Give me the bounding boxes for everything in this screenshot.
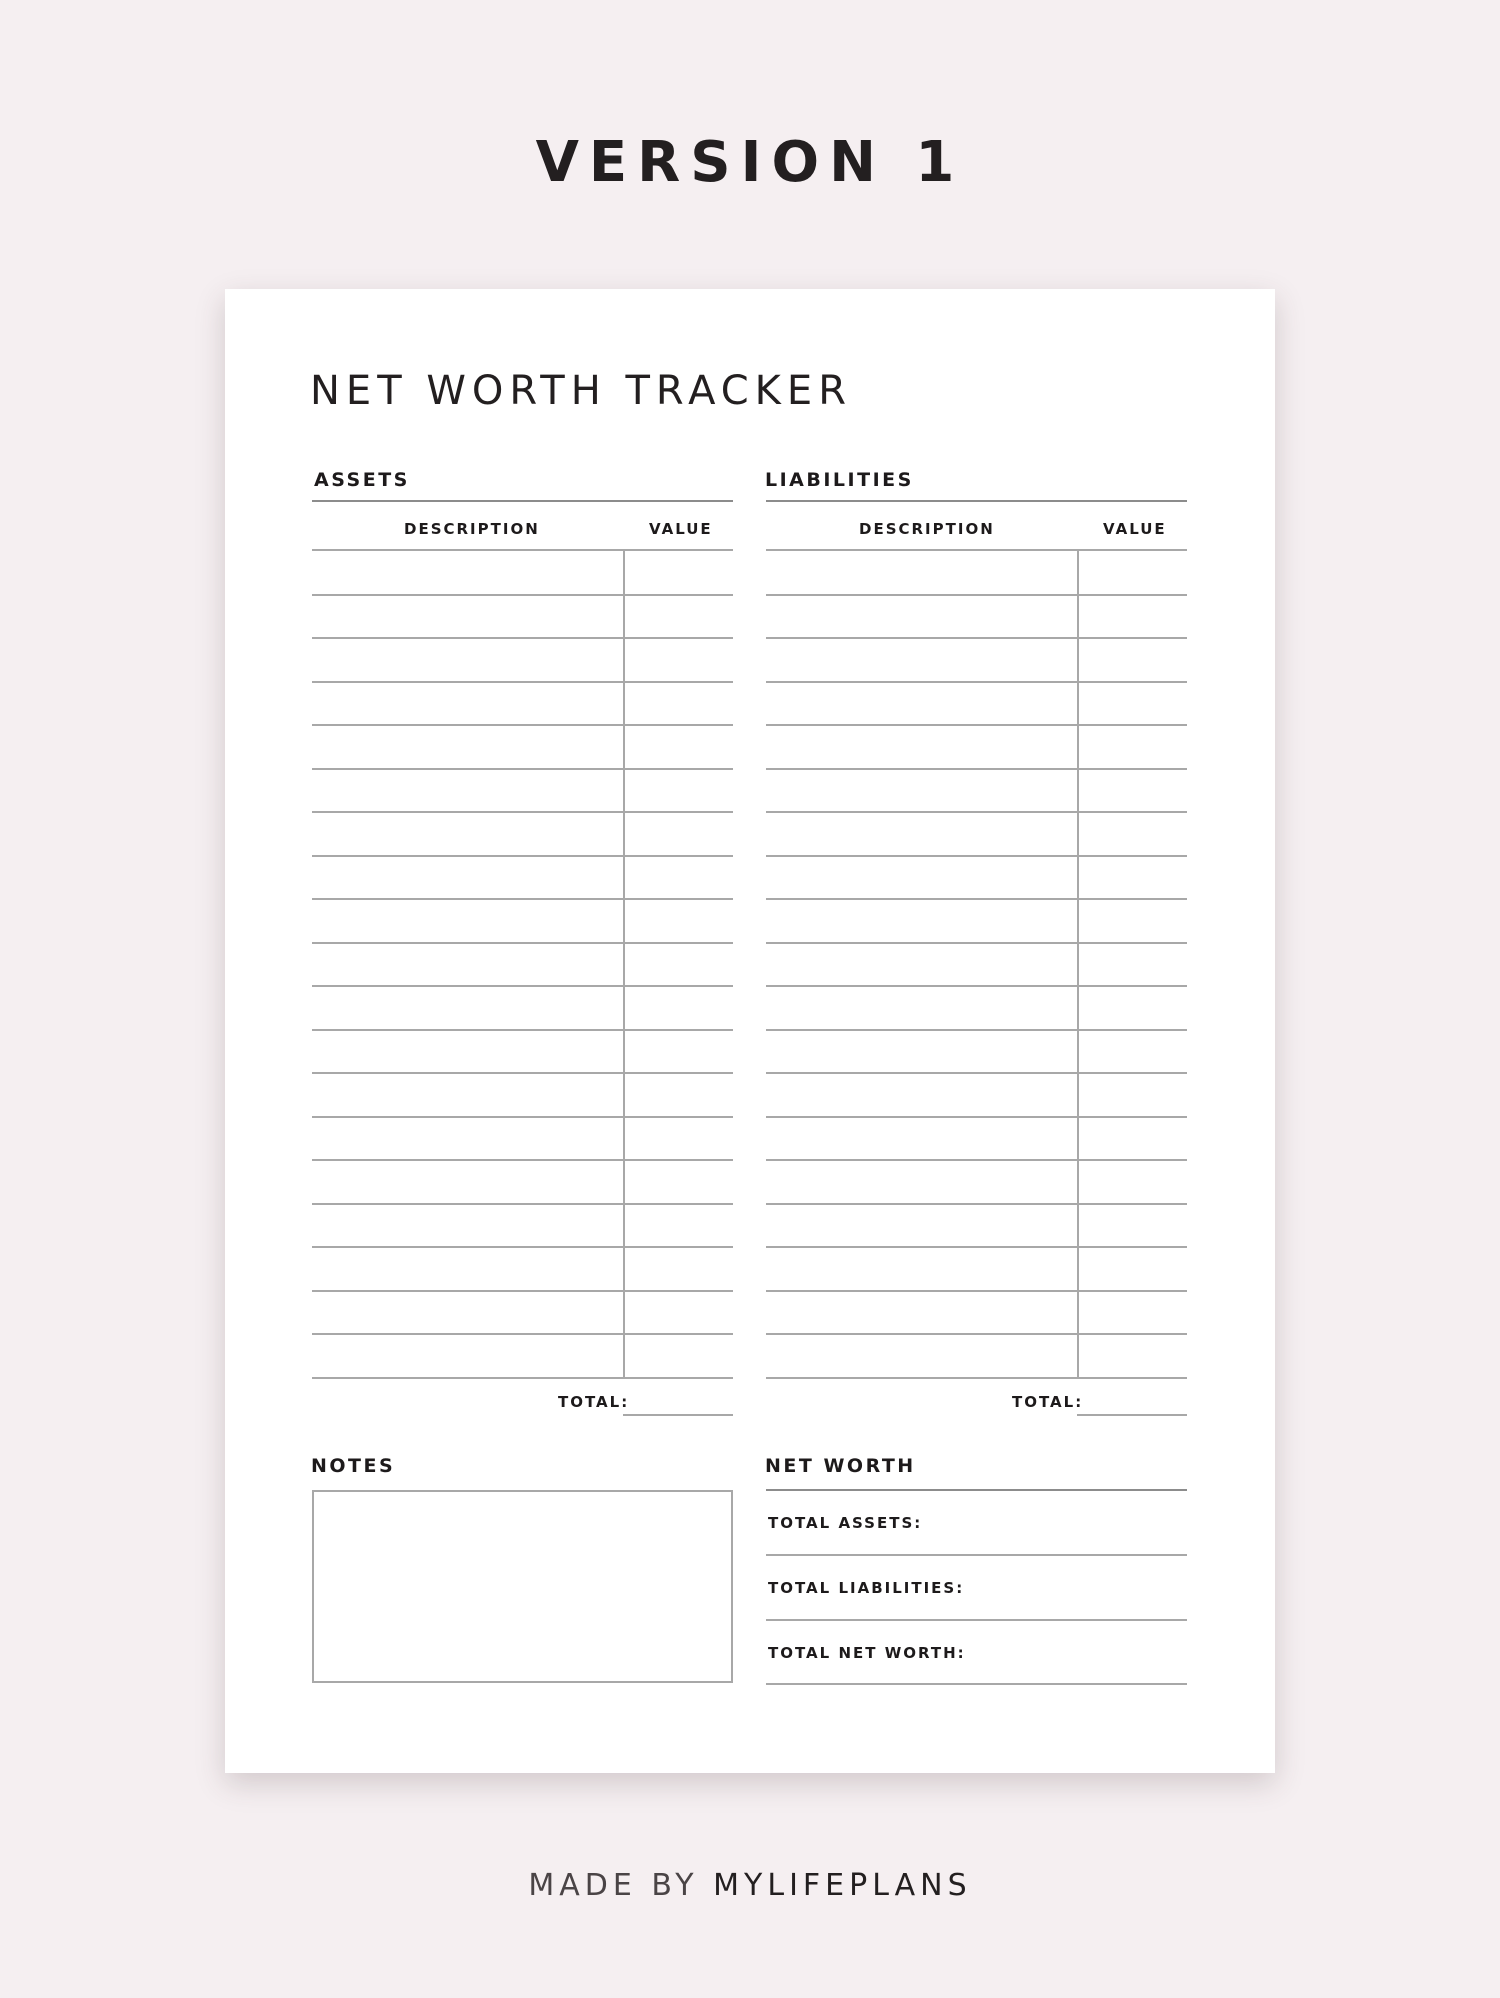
liabilities-section: [765, 468, 1187, 1411]
liability-row[interactable]: [766, 1116, 1187, 1158]
asset-row[interactable]: [312, 1246, 733, 1288]
total-net-worth-field[interactable]: [766, 1683, 1187, 1685]
asset-row[interactable]: [312, 1203, 733, 1245]
asset-row[interactable]: [312, 637, 733, 679]
net-worth-section: [766, 1454, 1187, 1684]
asset-row[interactable]: [312, 855, 733, 897]
total-net-worth-label: TOTAL NET WORTH:: [768, 1644, 966, 1662]
liability-row[interactable]: [766, 1290, 1187, 1332]
footer-credit: [0, 1868, 1500, 1904]
assets-description-header: DESCRIPTION: [404, 520, 540, 538]
asset-row-rule: [312, 1377, 733, 1379]
asset-row[interactable]: [312, 1029, 733, 1071]
liability-row-rule: [766, 1377, 1187, 1379]
footer-prefix: MADE BY: [528, 1868, 699, 1903]
assets-total-field[interactable]: [623, 1384, 733, 1416]
liabilities-top-rule: [766, 500, 1187, 502]
notes-heading: NOTES: [311, 1455, 396, 1477]
liabilities-description-header: DESCRIPTION: [859, 520, 995, 538]
assets-heading: ASSETS: [314, 469, 410, 491]
assets-total-label: TOTAL:: [558, 1393, 630, 1411]
liability-row[interactable]: [766, 811, 1187, 853]
liability-row[interactable]: [766, 1246, 1187, 1288]
asset-row[interactable]: [312, 1333, 733, 1375]
liability-row[interactable]: [766, 1203, 1187, 1245]
asset-row[interactable]: [312, 1072, 733, 1114]
liability-row[interactable]: [766, 985, 1187, 1027]
total-liabilities-field[interactable]: [766, 1619, 1187, 1621]
asset-row[interactable]: [312, 550, 733, 592]
liability-row[interactable]: [766, 1333, 1187, 1375]
document-title: NET WORTH TRACKER: [310, 368, 852, 414]
assets-section: [312, 468, 733, 1411]
liability-row[interactable]: [766, 768, 1187, 810]
liability-row[interactable]: [766, 724, 1187, 766]
version-title: VERSION 1: [535, 130, 965, 195]
asset-row[interactable]: [312, 681, 733, 723]
asset-row[interactable]: [312, 1116, 733, 1158]
asset-row[interactable]: [312, 594, 733, 636]
asset-row[interactable]: [312, 898, 733, 940]
asset-row[interactable]: [312, 1159, 733, 1201]
liability-row[interactable]: [766, 637, 1187, 679]
assets-value-header: VALUE: [649, 520, 713, 538]
liabilities-heading: LIABILITIES: [765, 469, 914, 491]
footer-brand: MYLIFEPLANS: [713, 1868, 972, 1903]
total-assets-label: TOTAL ASSETS:: [768, 1514, 923, 1532]
liability-row[interactable]: [766, 855, 1187, 897]
liabilities-total-field[interactable]: [1077, 1384, 1187, 1416]
asset-row[interactable]: [312, 1290, 733, 1332]
asset-row[interactable]: [312, 811, 733, 853]
net-worth-heading: NET WORTH: [765, 1455, 916, 1477]
liabilities-value-header: VALUE: [1103, 520, 1167, 538]
assets-top-rule: [312, 500, 733, 502]
total-liabilities-label: TOTAL LIABILITIES:: [768, 1579, 965, 1597]
asset-row[interactable]: [312, 768, 733, 810]
asset-row[interactable]: [312, 724, 733, 766]
liability-row[interactable]: [766, 898, 1187, 940]
net-worth-top-rule: [766, 1489, 1187, 1491]
liability-row[interactable]: [766, 681, 1187, 723]
liability-row[interactable]: [766, 550, 1187, 592]
planner-sheet: [225, 289, 1275, 1773]
liability-row[interactable]: [766, 942, 1187, 984]
liabilities-total-label: TOTAL:: [1012, 1393, 1084, 1411]
notes-box[interactable]: [312, 1490, 733, 1683]
asset-row[interactable]: [312, 985, 733, 1027]
liability-row[interactable]: [766, 1072, 1187, 1114]
liability-row[interactable]: [766, 594, 1187, 636]
asset-row[interactable]: [312, 942, 733, 984]
liability-row[interactable]: [766, 1159, 1187, 1201]
total-assets-field[interactable]: [766, 1554, 1187, 1556]
liability-row[interactable]: [766, 1029, 1187, 1071]
